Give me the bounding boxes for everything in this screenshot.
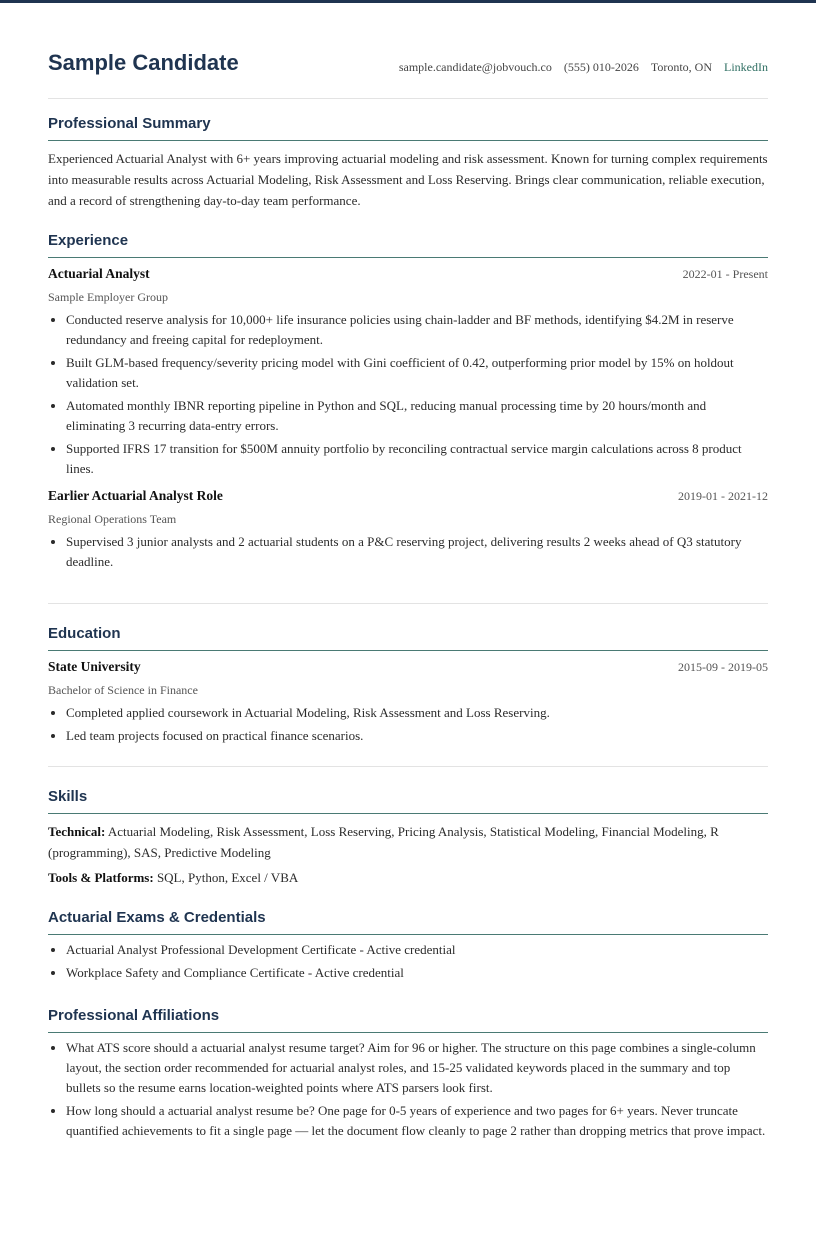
credentials-list <box>48 940 768 983</box>
job-entry <box>48 486 768 572</box>
bullet-item: • Supervised 3 junior analysts and 2 actuarial students on a P&C reserving project, delivering results 2 weeks ahead of Q3 statutory deadline. <box>66 532 768 572</box>
job-entry <box>48 264 768 479</box>
skills-tools-label: Tools & Platforms: <box>48 870 154 885</box>
section-title-skills: Skills <box>48 787 768 814</box>
job-dates: 2019-01 - 2021-12 <box>678 489 768 503</box>
section-title-summary: Professional Summary <box>48 114 768 141</box>
bullet-item: • Conducted reserve analysis for 10,000+ life insurance policies using chain-ladder and BF methods, identifying $4.2M in reserve redundancy and freeing capital for redeployment. <box>66 310 768 350</box>
job-header <box>48 264 768 284</box>
bullet-item: • Led team projects focused on practical finance scenarios. <box>66 726 768 746</box>
degree-name: Bachelor of Science in Finance <box>48 683 198 697</box>
skills-technical <box>48 821 768 863</box>
job-employer: Regional Operations Team <box>48 512 177 526</box>
job-dates: 2022-01 - Present <box>682 267 768 281</box>
affiliation-item: • What ATS score should a actuarial analyst resume target? Aim for 96 or higher. The structure on this page combines a single-column layout, the section order recommended for actuarial analyst roles, and 15-25 validated keywords placed in the summary and top bullets so the resume earns location-weighted points where ATS parsers look first. <box>66 1038 768 1098</box>
bullet-item: • Completed applied coursework in Actuarial Modeling, Risk Assessment and Loss Reserving. <box>66 703 768 723</box>
contact-info <box>399 59 768 75</box>
candidate-name: Sample Candidate <box>48 50 239 75</box>
education-dates: 2015-09 - 2019-05 <box>678 660 768 674</box>
contact-phone: (555) 010-2026 <box>563 60 639 74</box>
section-title-experience: Experience <box>48 231 768 258</box>
contact-location: Toronto, ON <box>650 60 712 74</box>
credential-item: • Actuarial Analyst Professional Development Certificate - Active credential <box>66 940 768 960</box>
affiliations-list <box>48 1038 768 1141</box>
section-title-education: Education <box>48 624 768 651</box>
education-header <box>48 657 768 677</box>
bullet-item: • Automated monthly IBNR reporting pipeline in Python and SQL, reducing manual processing time by 20 hours/month and eliminating 3 recurring data-entry errors. <box>66 396 768 436</box>
education-section <box>48 624 768 749</box>
contact-email[interactable]: sample.candidate@jobvouch.co <box>398 60 552 74</box>
job-employer: Sample Employer Group <box>48 290 168 304</box>
skills-technical-list: Actuarial Modeling, Risk Assessment, Loss Reserving, Pricing Analysis, Statistical Modeling, Financial Modeling, R (programming), SAS, Predictive Modeling <box>48 824 719 860</box>
education-entry <box>48 657 768 746</box>
credential-item: • Workplace Safety and Compliance Certificate - Active credential <box>66 963 768 983</box>
section-title-credentials: Actuarial Exams & Credentials <box>48 908 768 935</box>
job-bullets <box>48 310 768 479</box>
job-title: Actuarial Analyst <box>48 266 150 281</box>
experience-section <box>48 231 768 575</box>
job-title: Earlier Actuarial Analyst Role <box>48 488 223 503</box>
skills-technical-label: Technical: <box>48 824 106 839</box>
bullet-item: • Built GLM-based frequency/severity pricing model with Gini coefficient of 0.42, outperforming prior model by 15% on holdout validation set. <box>66 353 768 393</box>
resume-header <box>48 0 768 99</box>
skills-tools <box>48 867 768 888</box>
skills-tools-list: SQL, Python, Excel / VBA <box>156 870 299 885</box>
section-title-affiliations: Professional Affiliations <box>48 1006 768 1033</box>
resume-page <box>48 0 768 1138</box>
job-header <box>48 486 768 506</box>
summary-text: Experienced Actuarial Analyst with 6+ years improving actuarial modeling and risk assessment. Known for turning complex requirements into measurable results across Actuarial Modeling, Risk Assessment and Loss Reserving. Brings clear communication, reliable execution, and a record of strengthening day-to-day team performance. <box>48 151 768 208</box>
education-bullets <box>48 703 768 746</box>
credentials-section <box>48 908 768 986</box>
section-divider <box>48 603 768 604</box>
section-divider <box>48 766 768 767</box>
affiliations-section <box>48 1006 768 1144</box>
job-bullets <box>48 532 768 572</box>
skills-section <box>48 787 768 888</box>
school-name: State University <box>48 659 141 674</box>
linkedin-link[interactable]: LinkedIn <box>724 60 768 74</box>
summary-section <box>48 114 768 211</box>
bullet-item: • Supported IFRS 17 transition for $500M annuity portfolio by reconciling contractual service margin calculations across 8 product lines. <box>66 439 768 479</box>
affiliation-item: • How long should a actuarial analyst resume be? One page for 0-5 years of experience and two pages for 6+ years. Never truncate quantified achievements to fit a single page — let the document flow cleanly to page 2 rather than dropping metrics that prove impact. <box>66 1101 768 1141</box>
